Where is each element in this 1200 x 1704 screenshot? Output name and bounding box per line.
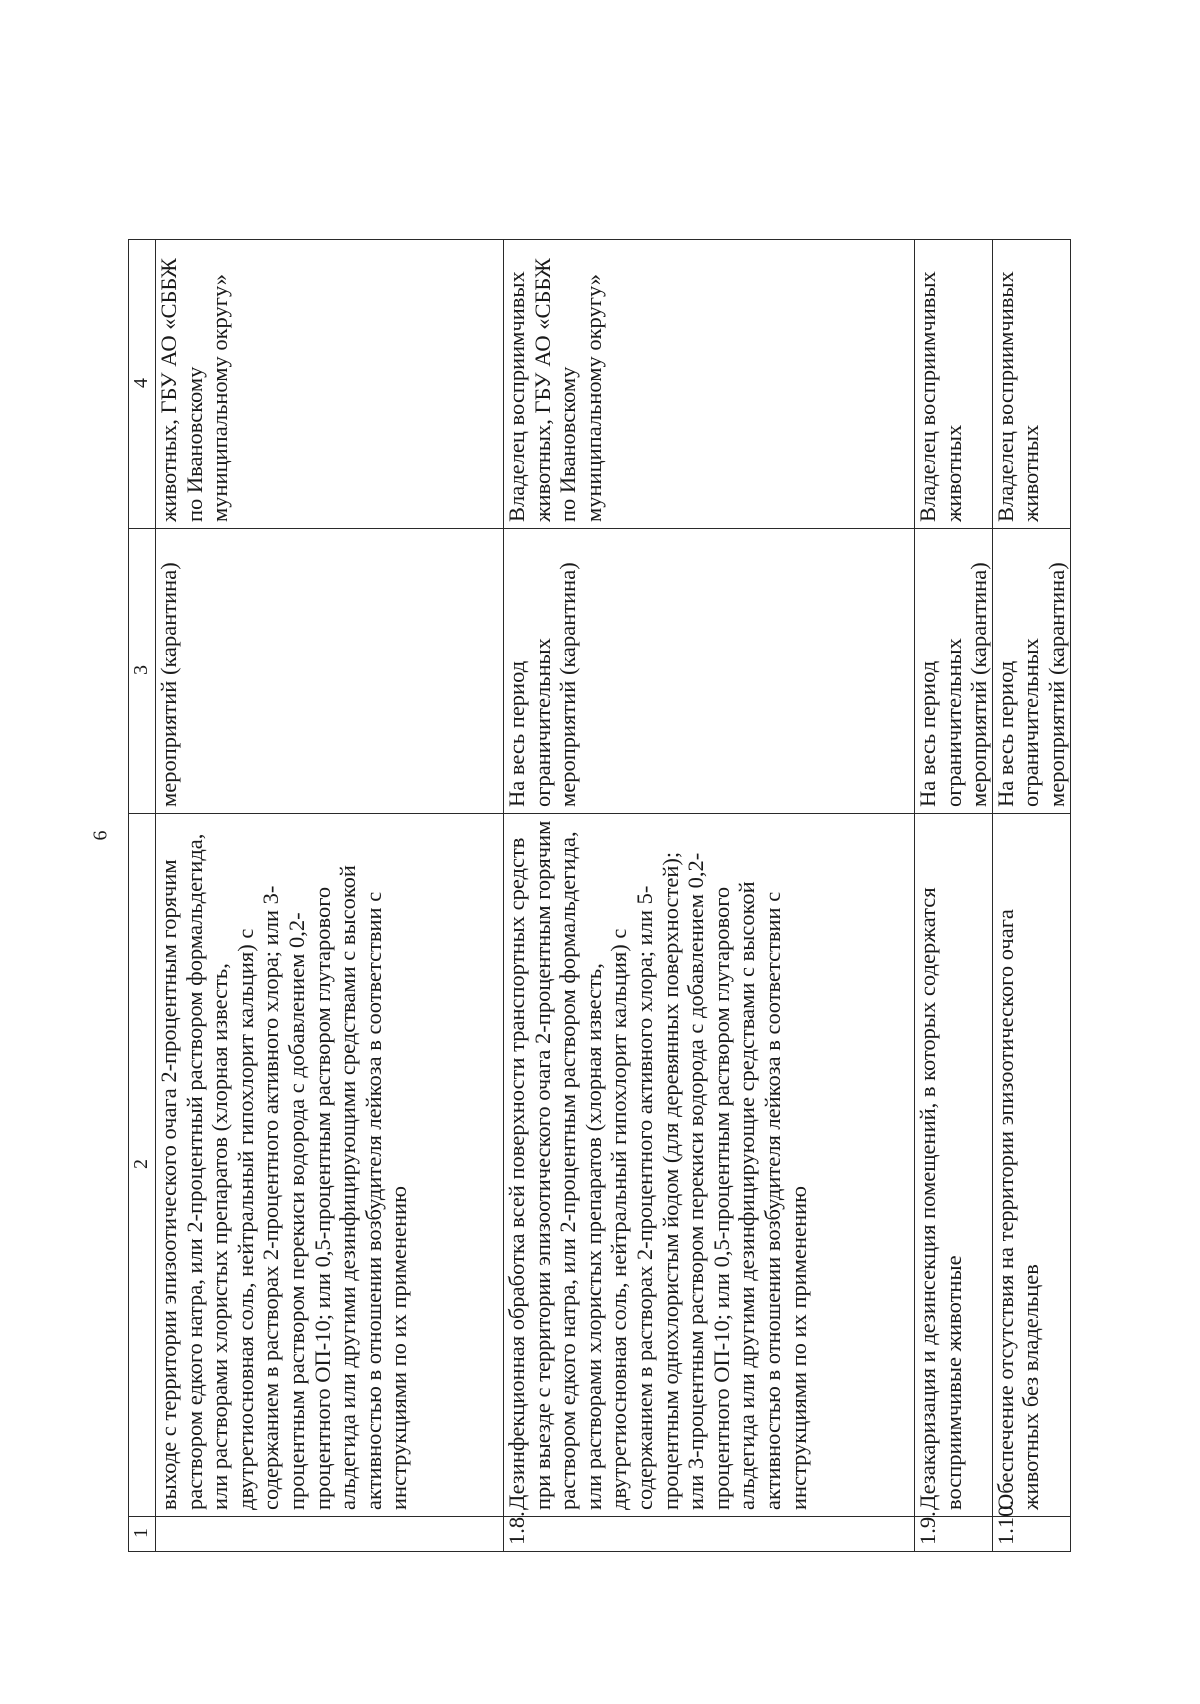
row-responsible: животных, ГБУ АО «СББЖ по Ивановскому муниципальному округу» [156, 240, 504, 529]
row-responsible: Владелец восприимчивых животных [992, 240, 1070, 529]
row-measure: Дезакаризация и дезинсекция помещений, в которых содержатся восприимчивые животные [915, 814, 993, 1517]
row-term: На весь период ограничительных мероприятий (карантина) [992, 529, 1070, 814]
row-number: 1.10. [992, 1517, 1070, 1552]
measures-table [128, 239, 1071, 1552]
row-measure: Обеспечение отсутствия на территории эпизоотического очага животных без владельцев [992, 814, 1070, 1517]
table-row [915, 240, 993, 1552]
table-header-row [129, 240, 156, 1552]
row-responsible: Владелец восприимчивых животных [915, 240, 993, 529]
header-col-3: 3 [129, 529, 156, 814]
row-number: 1.8. [504, 1517, 915, 1552]
row-responsible: Владелец восприимчивых животных, ГБУ АО «СББЖ по Ивановскому муниципальному округу» [504, 240, 915, 529]
header-col-1: 1 [129, 1517, 156, 1552]
row-number: 1.9. [915, 1517, 993, 1552]
table-row [992, 240, 1070, 1552]
row-number [156, 1517, 504, 1552]
table-row [156, 240, 504, 1552]
table-row [504, 240, 915, 1552]
row-term: мероприятий (карантина) [156, 529, 504, 814]
page-number: 6 [89, 830, 112, 841]
header-col-4: 4 [129, 240, 156, 529]
row-term: На весь период ограничительных мероприятий (карантина) [504, 529, 915, 814]
row-term: На весь период ограничительных мероприятий (карантина) [915, 529, 993, 814]
row-measure: выходе с территории эпизоотического очага 2-процентным горячим раствором едкого натра, или 2-процентный раствором формальдегида, или растворами хлористых препаратов (хлорная известь, двутретиосновная соль, нейтральный гипохлорит кальция) с содержанием в растворах 2-процентного активного хлора; или 3-процентным раствором перекиси водорода с добавлением 0,2-процентного ОП-10; или 0,5-процентным раствором глутарового альдегида или другими дезинфицирующими средствами с высокой активностью в отношении возбудителя лейкоза в соответствии с инструкциями по их применению [156, 814, 504, 1517]
row-measure: Дезинфекционная обработка всей поверхности транспортных средств при выезде с территории эпизоотического очага 2-процентным горячим раствором едкого натра, или 2-процентным раствором формальдегида, или растворами хлористых препаратов (хлорная известь, двутретиосновная соль, нейтральный гипохлорит кальция) с содержанием в растворах 2-процентного активного хлора; или 5-процентным однохлористым йодом (для деревянных поверхностей); или 3-процентным раствором перекиси водорода с добавлением 0,2-процентного ОП-10; или 0,5-процентным раствором глутарового альдегида или другими дезинфицирующие средствами с высокой активностью в отношении возбудителя лейкоза в соответствии с инструкциями по их применению [504, 814, 915, 1517]
header-col-2: 2 [129, 814, 156, 1517]
rotated-page-content [128, 240, 1088, 1552]
